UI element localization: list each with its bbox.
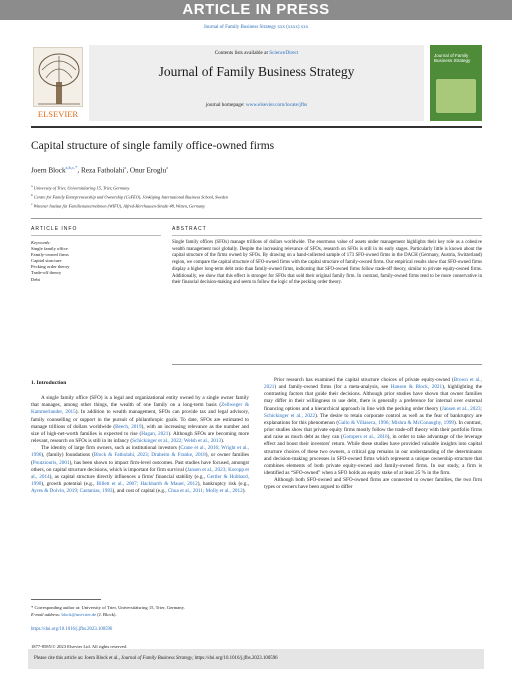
paragraph-text: ) and family-owned firms (for a meta-analysis, see — [274, 384, 391, 391]
info-divider-top — [31, 218, 482, 219]
keyword-item: Trade-off theory — [31, 270, 62, 276]
affiliation-item — [31, 183, 482, 192]
paragraph-text: Prior research has examined the capital structure choices of private equity-owned ( — [274, 377, 454, 383]
paragraph-text: ), growth potential (e.g., — [41, 481, 97, 488]
affiliation-text: Centre for Family Entrepreneurship and Ownership (CeFEO), Jönköping International Business School, Sweden — [33, 194, 229, 200]
body-column-right — [264, 377, 482, 492]
paragraph-text: ). In contrast, prior studies show that private equity firms mostly follow the trade-off theory with their portfolio firms and raise as much debt as they can ( — [264, 419, 482, 441]
section-heading-introduction: 1. Introduction — [31, 380, 67, 386]
author-affiliation-marker[interactable]: a — [166, 165, 169, 170]
citation-link[interactable]: Block & Fatholahi, 2023; Draheim & Franke, 2018 — [93, 452, 206, 459]
journal-citation-line[interactable]: Journal of Family Business Strategy xxx (xxxx) xxx — [203, 25, 309, 30]
paragraph-text: ). — [221, 438, 225, 445]
paragraph-text: Although both SFO-owned and SFO-owned firms are connected to owner families, the two firm types or owners have been argued to differ — [264, 477, 482, 491]
citation-link[interactable]: Zellweger & Kammerlander, 2015 — [31, 402, 249, 416]
affiliation-marker: a — [31, 184, 33, 188]
citation-journal: Journal of Family Business Strategy — [121, 656, 193, 661]
corresponding-author-footnote — [31, 605, 482, 618]
paragraph-text: ), highlighting the contrasting factors that guide their decisions. Although prior studies have shown that owner families may differ in their willingness to use debt, there is generally a preference for internal over external financing options and a hierarchical approach in line with the pecking order theory ( — [264, 384, 482, 412]
citation-suffix: , https://doi.org/10.1016/j.jfbs.2023.100596 — [192, 656, 278, 661]
paragraph-text: ), (family) foundations ( — [41, 452, 94, 459]
citation-box — [28, 649, 484, 669]
paragraph-text: ), and cost of capital (e.g., — [112, 488, 168, 495]
intro-paragraph — [31, 395, 249, 445]
affiliations — [31, 183, 482, 210]
intro-paragraph — [31, 445, 249, 495]
citation-link[interactable]: Jansen et al., 2023; Schickinger et al., 2022 — [264, 405, 482, 419]
email-suffix: (J. Block). — [97, 611, 117, 617]
journal-header — [31, 45, 482, 121]
affiliation-marker: b — [31, 192, 33, 197]
homepage-line — [89, 102, 424, 108]
citation-link[interactable]: Ayres & Dolvin, 2019; Castanias, 1983 — [31, 488, 113, 495]
contents-line — [89, 50, 424, 56]
citation-link[interactable]: Poutziouris, 2001 — [32, 459, 70, 466]
footnote-rule — [31, 599, 101, 600]
citation-link[interactable]: Gertler & Hubbard, 1990 — [31, 473, 250, 488]
elsevier-logo[interactable] — [31, 45, 85, 121]
paragraph-text: ), or owner families ( — [31, 452, 249, 466]
citation-link[interactable]: Billett et al., 2007; Hackbarth & Mauer, 2012 — [96, 481, 198, 488]
article-info-heading: ARTICLE INFO — [31, 226, 78, 232]
citation-link[interactable]: Chua et al., 2011; Molly et al., 2012 — [167, 488, 243, 495]
paragraph-text: ), as capital structure directly influences a firms' financial stability (e.g., — [49, 473, 207, 480]
email-label: E-mail address: — [31, 611, 61, 617]
elsevier-tree-icon — [33, 47, 83, 107]
affiliation-item — [31, 192, 482, 201]
citation-link[interactable]: Gompers et al., 2016 — [342, 434, 388, 441]
author-name[interactable]: Joern Block — [31, 166, 66, 175]
keywords-block — [31, 240, 161, 283]
homepage-prefix: journal homepage: — [205, 102, 246, 108]
article-in-press-banner: ARTICLE IN PRESS — [0, 0, 512, 20]
affiliation-marker: c — [31, 201, 33, 206]
corresponding-address: Corresponding author at: University of Trier, Universitätsring 15, Trier, Germany. — [34, 605, 185, 610]
sciencedirect-link[interactable]: ScienceDirect — [269, 50, 299, 56]
author-affiliation-marker[interactable]: a — [124, 165, 127, 170]
keyword-item: Pecking order theory — [31, 264, 70, 270]
paragraph-text: ), with an increasing relevance as the number and size of high-net-worth families is expected to rise ( — [31, 423, 250, 437]
citation-link[interactable]: Jansen et al., 2023; Koropp et al., 2014 — [31, 466, 249, 480]
author-name[interactable]: Reza Fatholahi — [81, 166, 125, 175]
author-affiliation-marker[interactable]: a,b,c,* — [65, 165, 78, 170]
citation-link[interactable]: Brown et al., 2021 — [264, 377, 483, 391]
body-column-left — [31, 380, 249, 495]
affiliation-item — [31, 201, 482, 210]
doi-link[interactable]: https://doi.org/10.1016/j.jfbs.2023.100596 — [31, 627, 113, 632]
citation-link[interactable]: Hagan, 2021 — [141, 430, 169, 437]
contents-prefix: Contents lists available at — [214, 50, 270, 56]
journal-header-box — [89, 45, 424, 121]
citation-prefix: Please cite this article as: Joern Block et al., — [34, 656, 122, 661]
citation-link[interactable]: Hansen & Block, 2021 — [390, 384, 443, 391]
paragraph-text: ). — [242, 488, 246, 495]
citation-link[interactable]: Beech, 2019 — [115, 423, 142, 430]
cover-title: Journal of Family Business Strategy — [434, 53, 471, 63]
homepage-link[interactable]: www.elsevier.com/locate/jfbs — [245, 102, 308, 108]
keyword-item: Single family office — [31, 246, 68, 252]
keyword-item: Debt — [31, 276, 40, 282]
article-info-rule — [31, 235, 161, 236]
keyword-item: Family-owned firms — [31, 252, 69, 258]
paragraph-text: ). In addition to wealth management, SFOs can provide tax and legal advisory, family counselling or support in the pursuit of philanthropic goals. To date, SFOs are estimated to manage trillions of dollars worldwide ( — [31, 409, 250, 430]
abstract-heading: ABSTRACT — [172, 226, 207, 232]
cover-image — [436, 79, 476, 113]
copyright-line: 1877-8585/© 2023 Elsevier Ltd. All rights reserved. — [31, 644, 128, 649]
author-name[interactable]: Onur Eroglu — [129, 166, 167, 175]
keyword-item: Capital structure — [31, 258, 62, 264]
paragraph-text: ), has been shown to impact firm-level outcomes. Past studies have focused, amongst others, on capital structure decisions, which is important for firm survival ( — [31, 459, 249, 473]
citation-link[interactable]: Schickinger et al., 2022; Welsh et al., 2013 — [132, 438, 222, 445]
paragraph-text: ), in order to take advantage of the leverage effect and boost their investors' return. While these studies have provided valuable insights into capital structure choices of these two owners, a critical gap remains in our understanding of the determinants and decision-making processes in SFO-owned firms which represent a unique ownership structure that combines elements of both private equity-owned and family-owned firms. In our study, a firm is identified as “SFO-owned” when a SFO holds an equity stake of at least 25 % in the firm. — [264, 434, 482, 477]
affiliation-text: Wittener Institut für Familienunternehmen (WIFU), Alfred-Herrhausen-Straße 48, Witten, Germany — [33, 203, 206, 209]
elsevier-wordmark: ELSEVIER — [37, 109, 79, 119]
paragraph-text: The identity of large firm owners, such as institutional investors ( — [41, 445, 181, 452]
intro-paragraph — [264, 377, 482, 477]
header-divider — [31, 126, 482, 128]
author-list: Joern Block$^{a,b,c,*}$, Reza Fatholahi$^a$, Onur Eroglu$^a$ — [31, 165, 169, 175]
citation-link[interactable]: Gallo & Villaseca, 1996; Mishra & McConaughy, 1999 — [338, 419, 455, 426]
paragraph-text: ), bankruptcy risk (e.g., — [197, 481, 249, 488]
email-link[interactable]: block@uni-trier.de — [61, 611, 97, 617]
citation-link[interactable]: Crane et al., 2016; Wright et al., 1996 — [31, 445, 249, 459]
journal-cover-thumbnail[interactable] — [430, 45, 482, 121]
intro-paragraph — [264, 477, 482, 491]
affiliation-text: University of Trier, Universitätsring 15, Trier, Germany — [33, 185, 130, 191]
abstract-text: Single family offices (SFOs) manage trillions of dollars worldwide. The enormous value of assets under management highlights their key role as a cohesive wealth management tool globally. Despite the increasing relevance of SFOs, research on SFOs is still in its early stages. Particularly little is known about the capital structure of the firms owned by SFOs. By drawing on a hand-collected sample of 173 SFO-owned firms in the DACH (Germany, Austria, Switzerland) region, we compare the capital structure of SFO-owned firms with the capital structure of family-owned firms. Our empirical results show that SFO-owned firms display a higher long-term debt ratio than family-owned firms, indicating that SFO-owned firms follow trade-off theory, similar to private equity-owned firms. Additionally, we show that this effect is stronger for SFOs that sold their original family firm. In contrast, family-owned firms tend to be more conservative in their financial decision-making and seem to follow the logic of the pecking order theory. — [172, 240, 482, 286]
keywords-heading: Keywords: — [31, 240, 51, 245]
paragraph-text: A single family office (SFO) is a legal and organizational entity owned by a single owner family that manages, among other things, the wealth of one family on a long-term basis ( — [31, 395, 249, 409]
paragraph-text: ). Although SFOs are becoming more relevant, research on SFOs is still in its infancy ( — [31, 430, 249, 445]
abstract-divider-bottom — [172, 364, 482, 365]
footnote-marker: * — [31, 605, 34, 610]
paragraph-text: ). The desire to retain corporate control as well as the fear of bankruptcy are explanations for this phenomenon ( — [264, 412, 483, 426]
article-title: Capital structure of single family office-owned firms — [31, 140, 275, 152]
abstract-rule — [172, 235, 482, 236]
journal-title: Journal of Family Business Strategy — [158, 64, 355, 79]
